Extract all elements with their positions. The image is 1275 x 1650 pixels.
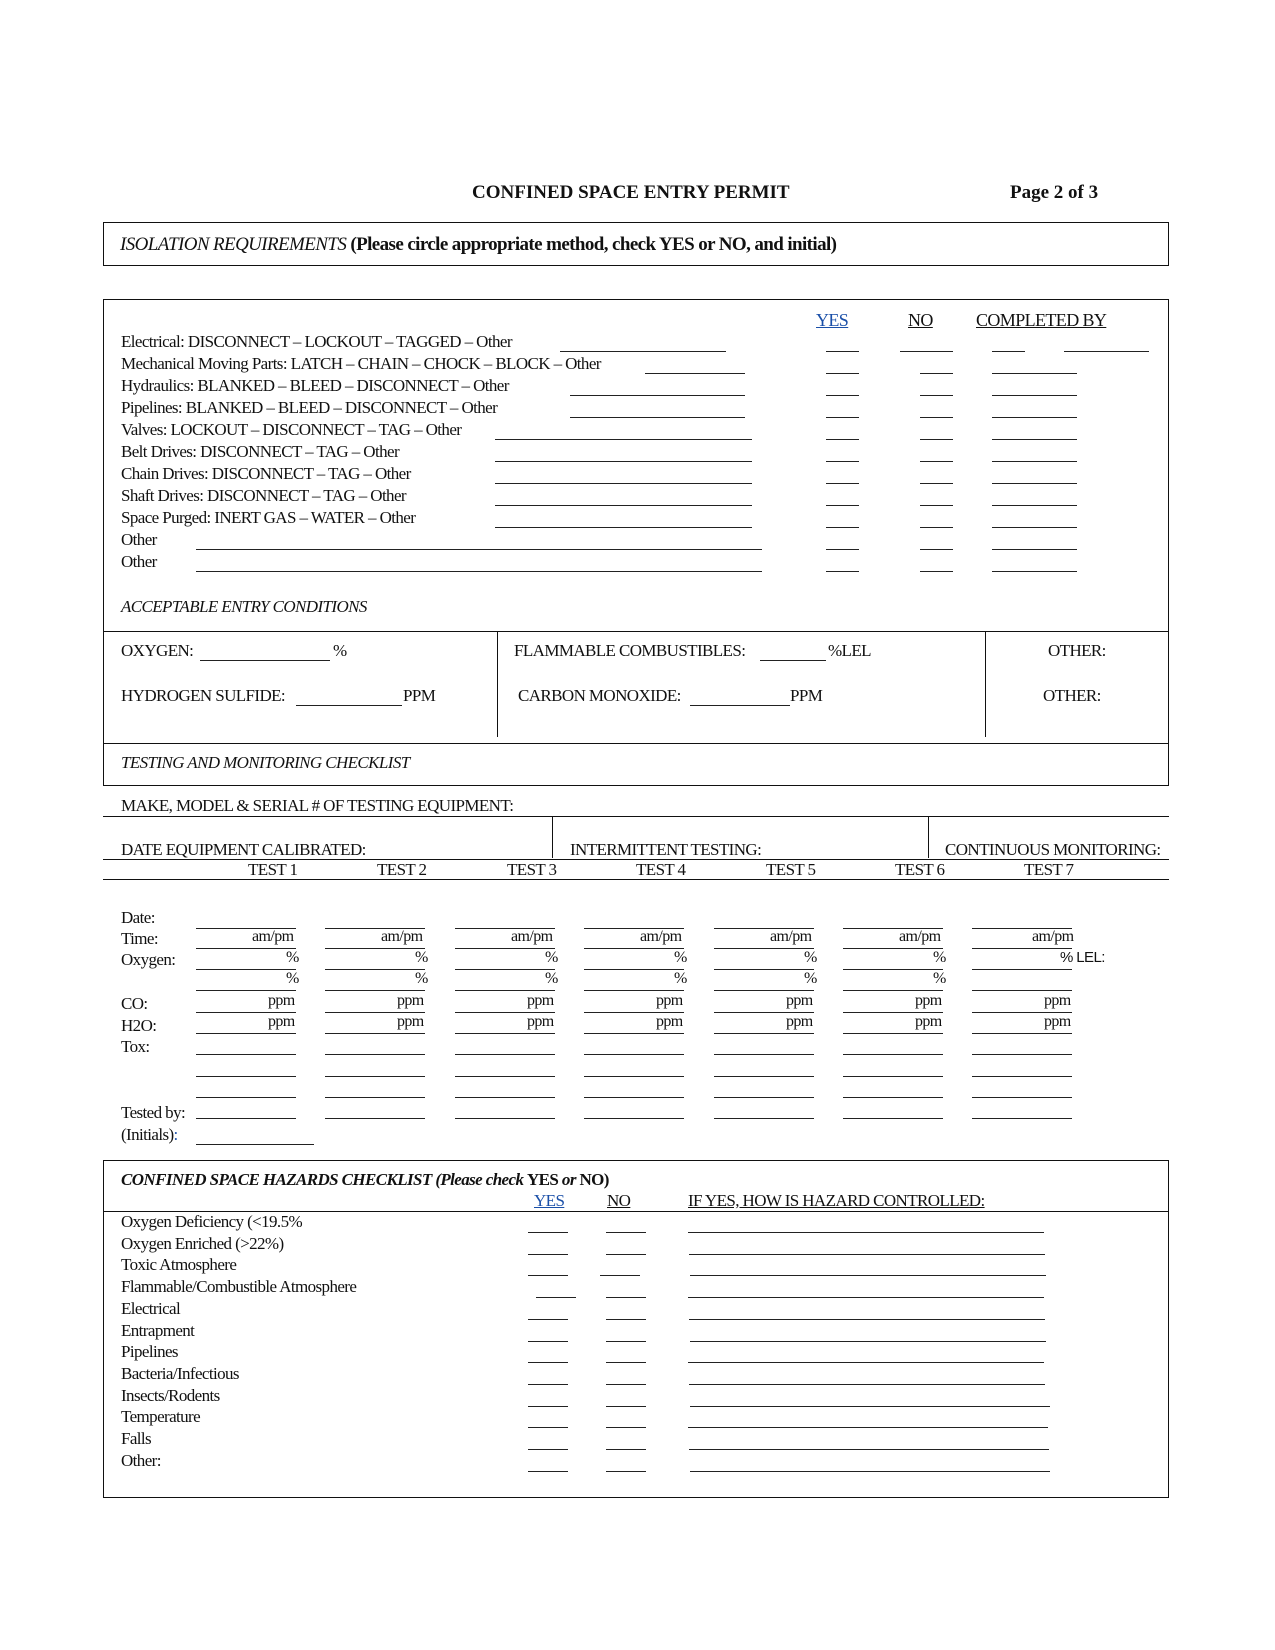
test-tested-by-field[interactable]	[843, 1118, 943, 1119]
isolation-row-label: Mechanical Moving Parts: LATCH – CHAIN – CHOCK – BLOCK – Other	[121, 354, 601, 373]
isolation-row-no-field[interactable]	[920, 483, 953, 484]
hazard-item-label: Toxic Atmosphere	[121, 1255, 237, 1274]
row-label-tox: Tox:	[121, 1037, 150, 1056]
hazard-control-field[interactable]	[688, 1362, 1044, 1363]
divider	[103, 816, 1169, 817]
time-ampm-label: am/pm	[899, 928, 941, 945]
row-label-h2o: H2O:	[121, 1016, 157, 1035]
hazard-no-field[interactable]	[606, 1427, 646, 1428]
isolation-row-label: Shaft Drives: DISCONNECT – TAG – Other	[121, 486, 406, 505]
hazard-control-field[interactable]	[690, 1275, 1046, 1276]
hazard-no-field[interactable]	[606, 1254, 646, 1255]
hazard-item-label: Electrical	[121, 1299, 181, 1318]
hazard-control-field[interactable]	[689, 1254, 1045, 1255]
h2o-ppm-label: ppm	[656, 1013, 683, 1030]
test-h2o-field[interactable]	[843, 1033, 943, 1034]
isolation-row-other-field[interactable]	[570, 395, 745, 396]
time-ampm-label: am/pm	[770, 928, 812, 945]
isolation-col-yes: YES	[816, 310, 849, 330]
isolation-row-completed-field[interactable]	[992, 461, 1077, 462]
hazard-item-label: Entrapment	[121, 1321, 195, 1340]
hazard-yes-field[interactable]	[528, 1275, 568, 1276]
isolation-col-completed-by: COMPLETED BY	[976, 310, 1107, 330]
isolation-row-yes-field[interactable]	[826, 483, 859, 484]
test-tested-by-field[interactable]	[972, 1118, 1072, 1119]
divider	[928, 816, 929, 858]
test-oxygen-field[interactable]	[196, 969, 296, 970]
test-time-field[interactable]	[196, 948, 296, 949]
test-oxygen-field[interactable]	[972, 990, 1072, 991]
row-label-tested-by: Tested by:	[121, 1103, 186, 1122]
divider	[103, 631, 1169, 632]
test-tox-field[interactable]	[714, 1054, 814, 1055]
h2o-ppm-label: ppm	[397, 1013, 424, 1030]
test-column-header: TEST 6	[895, 860, 945, 879]
isolation-row-other-field[interactable]	[495, 461, 752, 462]
isolation-row-label: Valves: LOCKOUT – DISCONNECT – TAG – Other	[121, 420, 462, 439]
test-extra-field[interactable]	[325, 1097, 425, 1098]
isolation-row-no-field[interactable]	[920, 417, 953, 418]
hazards-col-control: IF YES, HOW IS HAZARD CONTROLLED:	[688, 1191, 985, 1210]
hazards-col-no: NO	[607, 1191, 631, 1210]
test-tox-field[interactable]	[584, 1054, 684, 1055]
hazard-yes-field[interactable]	[528, 1254, 568, 1255]
test-extra-field[interactable]	[843, 1097, 943, 1098]
isolation-row-completed-field[interactable]	[992, 549, 1077, 550]
isolation-row-yes-field[interactable]	[826, 549, 859, 550]
hazards-heading: CONFINED SPACE HAZARDS CHECKLIST	[121, 1170, 432, 1189]
isolation-row-yes-field[interactable]	[826, 527, 859, 528]
isolation-row-other-field[interactable]	[560, 351, 726, 352]
test-h2o-field[interactable]	[714, 1033, 814, 1034]
hazard-yes-field[interactable]	[528, 1384, 568, 1385]
hazard-item-label: Insects/Rodents	[121, 1386, 220, 1405]
hazard-no-field[interactable]	[606, 1449, 646, 1450]
test-h2o-field[interactable]	[455, 1033, 555, 1034]
hazard-yes-field[interactable]	[528, 1427, 568, 1428]
test-oxygen-field[interactable]	[972, 969, 1072, 970]
hazard-yes-field[interactable]	[528, 1406, 568, 1407]
hazard-item-label: Oxygen Enriched (>22%)	[121, 1234, 284, 1253]
test-column-header: TEST 4	[636, 860, 686, 879]
hazard-item-label: Pipelines	[121, 1342, 178, 1361]
hazards-header: CONFINED SPACE HAZARDS CHECKLIST (Please check YES or NO)	[121, 1170, 609, 1189]
divider	[985, 631, 986, 737]
other-condition-2: OTHER:	[1043, 686, 1101, 705]
isolation-header-box	[103, 222, 1169, 266]
oxygen-percent-label: %	[415, 949, 428, 966]
isolation-instruction: (Please circle appropriate method, check YES or NO, and initial)	[350, 234, 837, 255]
test-h2o-field[interactable]	[584, 1033, 684, 1034]
hazard-no-field[interactable]	[606, 1297, 646, 1298]
test-oxygen-field[interactable]	[455, 990, 555, 991]
row-label-initials: (Initials):	[121, 1125, 178, 1144]
isolation-row-completed-field[interactable]	[992, 395, 1077, 396]
test-tox-field[interactable]	[196, 1054, 296, 1055]
hazard-item-label: Temperature	[121, 1407, 201, 1426]
test-time-field[interactable]	[325, 948, 425, 949]
isolation-row-other-field[interactable]	[495, 483, 752, 484]
divider	[497, 631, 498, 737]
test-oxygen-field[interactable]	[196, 990, 296, 991]
hazard-yes-field[interactable]	[528, 1232, 568, 1233]
test-tox-field[interactable]	[455, 1054, 555, 1055]
hazard-control-field[interactable]	[689, 1319, 1045, 1320]
isolation-row-completed-field[interactable]	[992, 417, 1077, 418]
oxygen-percent-label: %	[415, 970, 428, 987]
page-number: Page 2 of 3	[1010, 182, 1099, 203]
other-condition-1: OTHER:	[1048, 641, 1106, 660]
isolation-row-label: Electrical: DISCONNECT – LOCKOUT – TAGGED – Other	[121, 332, 512, 351]
test-oxygen-field[interactable]	[584, 990, 684, 991]
isolation-row-yes-field[interactable]	[826, 439, 859, 440]
hazard-yes-field[interactable]	[528, 1341, 568, 1342]
oxygen-percent-label: %	[804, 970, 817, 987]
co-label: CARBON MONOXIDE:	[518, 686, 681, 705]
oxygen-percent-label: %	[674, 949, 687, 966]
continuous-label: CONTINUOUS MONITORING:	[945, 840, 1161, 859]
test-extra-field[interactable]	[455, 1076, 555, 1077]
test-extra-field[interactable]	[972, 1076, 1072, 1077]
isolation-row-label: Belt Drives: DISCONNECT – TAG – Other	[121, 442, 400, 461]
isolation-col-no: NO	[908, 310, 933, 330]
hazard-control-field[interactable]	[688, 1297, 1044, 1298]
oxygen-label: OXYGEN:	[121, 641, 194, 660]
test-h2o-field[interactable]	[196, 1033, 296, 1034]
test-h2o-field[interactable]	[325, 1033, 425, 1034]
time-ampm-label: am/pm	[511, 928, 553, 945]
flammable-unit: %LEL	[828, 641, 871, 660]
test-oxygen-field[interactable]	[714, 969, 814, 970]
test-extra-field[interactable]	[455, 1097, 555, 1098]
h2s-label: HYDROGEN SULFIDE:	[121, 686, 286, 705]
hazard-yes-field[interactable]	[536, 1297, 576, 1298]
isolation-row-label: Other	[121, 530, 157, 549]
isolation-row-no-field[interactable]	[920, 373, 953, 374]
row-label-co: CO:	[121, 994, 148, 1013]
isolation-row-no-field[interactable]	[920, 395, 953, 396]
isolation-row-no-field[interactable]	[920, 461, 953, 462]
isolation-row-completed-field[interactable]	[992, 439, 1077, 440]
test-h2o-field[interactable]	[972, 1033, 1072, 1034]
test-tox-field[interactable]	[325, 1054, 425, 1055]
hazard-yes-field[interactable]	[528, 1449, 568, 1450]
test-extra-field[interactable]	[196, 1076, 296, 1077]
test-column-header: TEST 3	[507, 860, 557, 879]
hazard-control-field[interactable]	[689, 1449, 1049, 1450]
test-time-field[interactable]	[972, 948, 1072, 949]
oxygen-percent-label: %	[545, 970, 558, 987]
isolation-row-label: Hydraulics: BLANKED – BLEED – DISCONNECT – Other	[121, 376, 509, 395]
flammable-field[interactable]	[760, 660, 826, 661]
co-ppm-label: ppm	[1044, 992, 1071, 1009]
test-extra-field[interactable]	[325, 1076, 425, 1077]
hazard-no-field[interactable]	[606, 1471, 646, 1472]
co-ppm-label: ppm	[915, 992, 942, 1009]
hazard-yes-field[interactable]	[528, 1471, 568, 1472]
co-ppm-label: ppm	[786, 992, 813, 1009]
isolation-row-completed-field[interactable]	[992, 505, 1077, 506]
hazard-control-field[interactable]	[690, 1406, 1050, 1407]
isolation-row-label: Pipelines: BLANKED – BLEED – DISCONNECT – Other	[121, 398, 498, 417]
isolation-row-no-field[interactable]	[920, 505, 953, 506]
h2o-ppm-label: ppm	[527, 1013, 554, 1030]
isolation-heading: ISOLATION REQUIREMENTS	[120, 234, 347, 255]
h2o-ppm-label: ppm	[268, 1013, 295, 1030]
isolation-row-yes-field[interactable]	[826, 373, 859, 374]
hazard-no-field[interactable]	[606, 1384, 646, 1385]
co-field[interactable]	[690, 705, 790, 706]
oxygen-percent-label: %	[933, 949, 946, 966]
hazard-yes-field[interactable]	[528, 1319, 568, 1320]
isolation-row-completed-field[interactable]	[992, 483, 1077, 484]
test-extra-field[interactable]	[972, 1097, 1072, 1098]
test-extra-field[interactable]	[584, 1097, 684, 1098]
isolation-row-completed-field[interactable]	[992, 527, 1077, 528]
isolation-row-yes-field[interactable]	[826, 571, 859, 572]
date-calibrated-label: DATE EQUIPMENT CALIBRATED:	[121, 840, 366, 859]
isolation-row-yes-field[interactable]	[826, 395, 859, 396]
time-ampm-label: am/pm	[1032, 928, 1074, 945]
isolation-row-yes-field[interactable]	[826, 417, 859, 418]
oxygen-field[interactable]	[200, 660, 330, 661]
test-time-field[interactable]	[714, 948, 814, 949]
hazard-control-field[interactable]	[688, 1232, 1044, 1233]
isolation-row-no-field[interactable]	[920, 527, 953, 528]
oxygen-lel-label: % LEL:	[1060, 949, 1105, 966]
divider	[552, 816, 553, 858]
test-tested-by-field[interactable]	[714, 1118, 814, 1119]
co-ppm-label: ppm	[397, 992, 424, 1009]
page-title: CONFINED SPACE ENTRY PERMIT	[472, 182, 790, 203]
hazards-col-yes: YES	[534, 1191, 565, 1210]
h2s-unit: PPM	[403, 686, 436, 705]
hazard-control-field[interactable]	[689, 1384, 1045, 1385]
co-unit: PPM	[790, 686, 823, 705]
hazard-no-field[interactable]	[606, 1232, 646, 1233]
oxygen-percent-label: %	[804, 949, 817, 966]
test-extra-field[interactable]	[714, 1097, 814, 1098]
test-column-header: TEST 2	[377, 860, 427, 879]
oxygen-percent-label: %	[286, 949, 299, 966]
hazard-no-field[interactable]	[606, 1319, 646, 1320]
row-label-date: Date:	[121, 908, 155, 927]
test-tested-by-field[interactable]	[584, 1118, 684, 1119]
isolation-row-other-field[interactable]	[196, 549, 762, 550]
initials-field[interactable]	[196, 1144, 314, 1145]
test-column-header: TEST 5	[766, 860, 816, 879]
test-extra-field[interactable]	[843, 1076, 943, 1077]
oxygen-percent-label: %	[674, 970, 687, 987]
co-ppm-label: ppm	[656, 992, 683, 1009]
row-label-oxygen: Oxygen:	[121, 950, 176, 969]
testing-heading: TESTING AND MONITORING CHECKLIST	[121, 753, 410, 772]
test-tox-field[interactable]	[843, 1054, 943, 1055]
hazard-item-label: Other:	[121, 1451, 161, 1470]
h2o-ppm-label: ppm	[915, 1013, 942, 1030]
row-label-time: Time:	[121, 929, 159, 948]
make-model-label: MAKE, MODEL & SERIAL # OF TESTING EQUIPMENT:	[121, 796, 514, 815]
hazard-control-field[interactable]	[690, 1341, 1046, 1342]
test-oxygen-field[interactable]	[714, 990, 814, 991]
test-oxygen-field[interactable]	[843, 990, 943, 991]
isolation-row-no-field[interactable]	[920, 549, 953, 550]
isolation-row-yes-field[interactable]	[826, 505, 859, 506]
isolation-row-completed-field[interactable]	[992, 373, 1077, 374]
isolation-row-other-field[interactable]	[495, 439, 752, 440]
oxygen-percent-label: %	[933, 970, 946, 987]
test-time-field[interactable]	[584, 948, 684, 949]
h2s-field[interactable]	[296, 705, 402, 706]
isolation-row-completed-field[interactable]	[992, 571, 1077, 572]
oxygen-percent-label: %	[286, 970, 299, 987]
co-ppm-label: ppm	[268, 992, 295, 1009]
hazard-item-label: Bacteria/Infectious	[121, 1364, 239, 1383]
hazard-no-field[interactable]	[606, 1362, 646, 1363]
hazard-no-field[interactable]	[606, 1406, 646, 1407]
isolation-row-no-field[interactable]	[920, 439, 953, 440]
hazard-item-label: Oxygen Deficiency (<19.5%	[121, 1212, 303, 1231]
isolation-row-other-field[interactable]	[570, 417, 745, 418]
time-ampm-label: am/pm	[252, 928, 294, 945]
hazard-item-label: Flammable/Combustible Atmosphere	[121, 1277, 357, 1296]
hazard-no-field[interactable]	[600, 1275, 640, 1276]
hazard-control-field[interactable]	[688, 1427, 1048, 1428]
test-tested-by-field[interactable]	[455, 1118, 555, 1119]
test-tox-field[interactable]	[972, 1054, 1072, 1055]
test-extra-field[interactable]	[584, 1076, 684, 1077]
divider	[103, 743, 1169, 744]
hazard-no-field[interactable]	[606, 1341, 646, 1342]
test-oxygen-field[interactable]	[325, 990, 425, 991]
test-tested-by-field[interactable]	[196, 1118, 296, 1119]
test-oxygen-field[interactable]	[584, 969, 684, 970]
test-tested-by-field[interactable]	[325, 1118, 425, 1119]
intermittent-label: INTERMITTENT TESTING:	[570, 840, 762, 859]
h2o-ppm-label: ppm	[1044, 1013, 1071, 1030]
test-oxygen-field[interactable]	[455, 969, 555, 970]
isolation-row-yes-field[interactable]	[826, 351, 859, 352]
isolation-row-label: Space Purged: INERT GAS – WATER – Other	[121, 508, 416, 527]
h2o-ppm-label: ppm	[786, 1013, 813, 1030]
test-extra-field[interactable]	[714, 1076, 814, 1077]
time-ampm-label: am/pm	[640, 928, 682, 945]
test-column-header: TEST 7	[1024, 860, 1074, 879]
test-time-field[interactable]	[843, 948, 943, 949]
flammable-label: FLAMMABLE COMBUSTIBLES:	[514, 641, 746, 660]
test-oxygen-field[interactable]	[325, 969, 425, 970]
isolation-no-header-field[interactable]	[900, 351, 926, 352]
isolation-row-other-field[interactable]	[495, 527, 752, 528]
entry-conditions-heading: ACCEPTABLE ENTRY CONDITIONS	[121, 597, 367, 616]
hazard-item-label: Falls	[121, 1429, 152, 1448]
test-time-field[interactable]	[455, 948, 555, 949]
isolation-row-label: Chain Drives: DISCONNECT – TAG – Other	[121, 464, 411, 483]
test-column-header: TEST 1	[248, 860, 298, 879]
isolation-row-completed-field[interactable]	[992, 351, 1025, 352]
oxygen-percent-label: %	[545, 949, 558, 966]
isolation-row-other-field[interactable]	[495, 505, 752, 506]
hazard-yes-field[interactable]	[528, 1362, 568, 1363]
test-oxygen-field[interactable]	[843, 969, 943, 970]
test-extra-field[interactable]	[196, 1097, 296, 1098]
isolation-row-other-field[interactable]	[645, 373, 745, 374]
isolation-row-no-field[interactable]	[920, 571, 953, 572]
isolation-row-other-field[interactable]	[196, 571, 762, 572]
hazard-control-field[interactable]	[690, 1471, 1050, 1472]
isolation-row-completed-field[interactable]	[1064, 351, 1149, 352]
co-ppm-label: ppm	[527, 992, 554, 1009]
time-ampm-label: am/pm	[381, 928, 423, 945]
isolation-row-label: Other	[121, 552, 157, 571]
oxygen-unit: %	[333, 641, 347, 660]
isolation-row-yes-field[interactable]	[826, 461, 859, 462]
